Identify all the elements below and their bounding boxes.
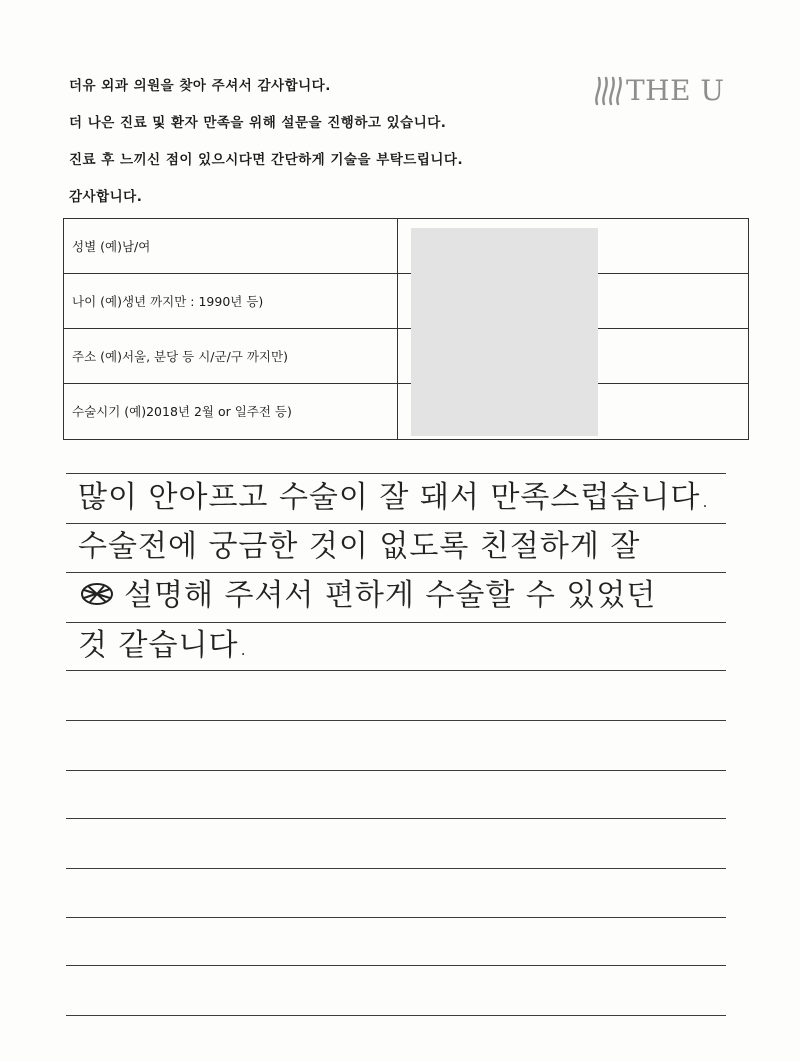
ruled-line (66, 1015, 726, 1016)
info-label-age: 나이 (예)생년 까지만 : 1990년 등) (64, 274, 398, 328)
intro-line: 감사합니다. (69, 189, 143, 205)
comment-area (66, 465, 726, 1025)
info-label-gender: 성별 (예)남/여 (64, 219, 398, 273)
ruled-line (66, 523, 726, 524)
ruled-line (66, 818, 726, 819)
ruled-line (66, 917, 726, 918)
ruled-line (66, 720, 726, 721)
info-label-surgery-date: 수술시기 (예)2018년 2월 or 일주전 등) (64, 384, 398, 439)
handwritten-line-1: 많이 안아프고 수술이 잘 돼서 만족스럽습니다. (78, 480, 711, 515)
intro-line: 진료 후 느끼신 점이 있으시다면 간단하게 기술을 부탁드립니다. (69, 152, 464, 168)
ruled-line (66, 770, 726, 771)
ruled-line (66, 868, 726, 869)
handwritten-line-4: 것 같습니다. (78, 628, 249, 663)
info-row (64, 384, 748, 439)
intro-line: 더 나은 진료 및 환자 만족을 위해 설문을 진행하고 있습니다. (69, 115, 447, 131)
info-row (64, 274, 748, 329)
handwritten-line-2: 수술전에 궁금한 것이 없도록 친절하게 잘 (78, 529, 641, 564)
handwritten-line-3-text: 설명해 주셔서 편하게 수술할 수 있었던 (124, 578, 657, 613)
the-u-wave-mark-icon (592, 76, 624, 106)
intro-text (69, 74, 629, 222)
crossed-out-word-icon (78, 580, 116, 608)
handwritten-line-3 (78, 576, 738, 616)
info-row (64, 329, 748, 384)
info-table (63, 218, 749, 440)
ruled-line (66, 572, 726, 573)
ruled-line (66, 473, 726, 474)
ruled-line (66, 622, 726, 623)
ruled-line (66, 670, 726, 671)
logo-text: THE U (626, 74, 725, 107)
intro-line: 더유 외과 의원을 찾아 주셔서 감사합니다. (69, 78, 331, 94)
info-row (64, 219, 748, 274)
redacted-answers (411, 228, 598, 436)
the-u-logo (592, 74, 725, 108)
ruled-line (66, 965, 726, 966)
info-label-address: 주소 (예)서울, 분당 등 시/군/구 까지만) (64, 329, 398, 383)
